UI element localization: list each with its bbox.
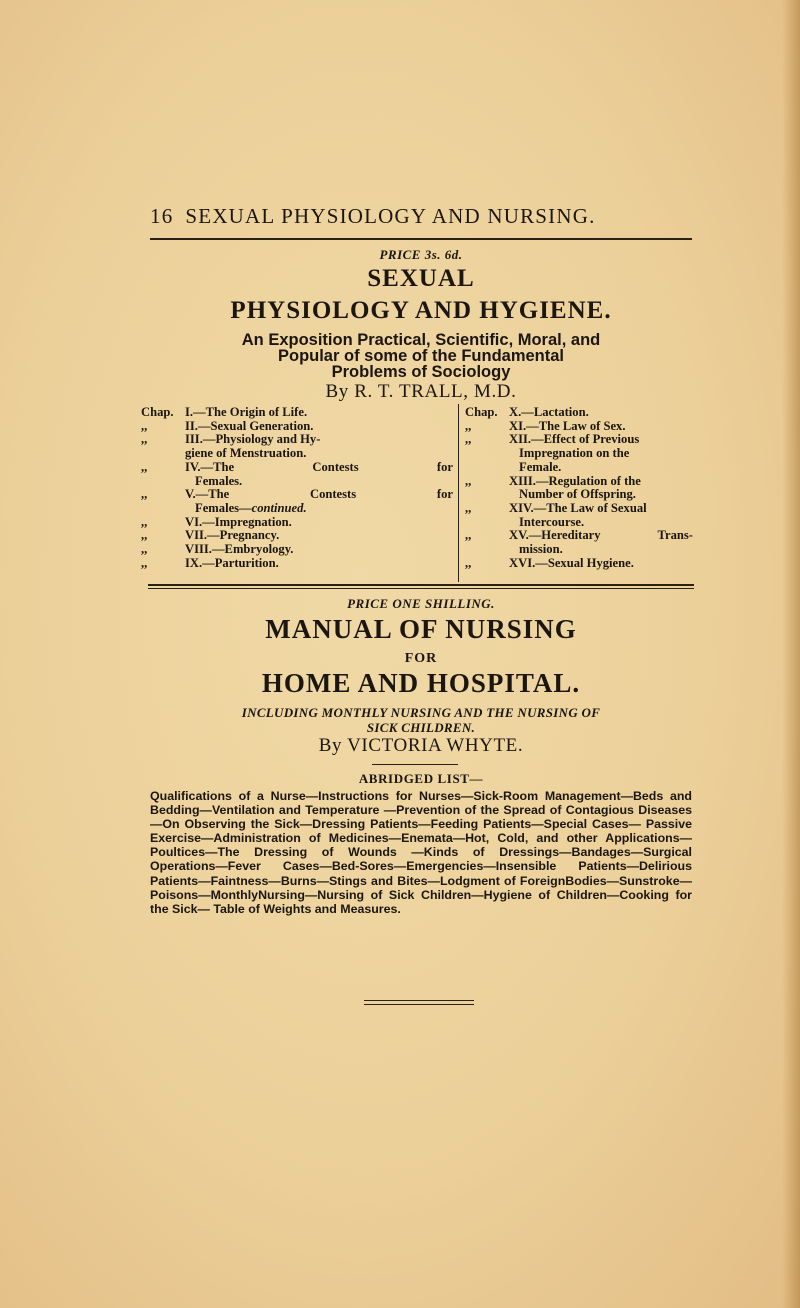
chapter-entry: ,, XI.—The Law of Sex. — [465, 418, 626, 433]
chapter-entry: ,, II.—Sexual Generation. — [141, 418, 314, 433]
book2-including-line1: INCLUDING MONTHLY NURSING AND THE NURSING OF — [241, 705, 601, 720]
book1-title-line2: PHYSIOLOGY AND HYGIENE. — [230, 297, 612, 324]
chapter-entry: ,, XVI.—Sexual Hygiene. — [465, 555, 634, 570]
section-rule — [148, 584, 694, 586]
chapter-entry-continued: giene of Menstruation. — [185, 446, 307, 461]
abridged-heading: ABRIDGED LIST— — [358, 771, 484, 786]
chapter-entry-continued: Intercourse. — [519, 514, 585, 529]
book2-title-line2: HOME AND HOSPITAL. — [261, 668, 581, 698]
abridged-list-text: Qualifications of a Nurse—Instructions for Nurses—Sick-Room Management—Beds and Bedding—Ventilation and Temperature —Prevention of the Spread of Contagious Diseases—On Observing the Sick—Dressing Patients—Feeding Patients—Special Cases— Passive Exercise—Administration of Medicines—Enemata—Hot, Cold, and other Applications—Poultices—The Dressing of Wounds —Kinds of Dressings—Bandages—Surgical Operations—Fever Cases—Bed-Sores—Emergencies—Insensible Patients—Delirious Patients—Faintness—Burns—Stings and Bites—Lodgment of ForeignBodies—Sunstroke—Poisons—MonthlyNursing—Nursing of Sick Children—Hygiene of Children—Cooking for the Sick— Table of Weights and Measures. — [150, 789, 692, 916]
end-rule-second — [364, 1004, 474, 1005]
running-head-title: SEXUAL PHYSIOLOGY AND NURSING. — [185, 204, 596, 228]
page-number: 16 — [150, 204, 174, 228]
chapter-entry: ,, V.—The Contests for — [141, 487, 453, 502]
end-rule — [364, 1000, 474, 1001]
book2-title-line1: MANUAL OF NURSING — [265, 614, 577, 644]
running-head-rule — [150, 238, 692, 240]
chapter-entry: ,, XIII.—Regulation of the — [465, 473, 641, 488]
chapter-entry: ,, XIV.—The Law of Sexual — [465, 500, 647, 515]
chapter-entry: Chap. I.—The Origin of Life. — [141, 405, 308, 419]
chapter-entry: ,, IX.—Parturition. — [141, 555, 279, 570]
book1-price: PRICE 3s. 6d. — [379, 247, 463, 262]
running-head — [150, 204, 690, 229]
chapter-entry-continued: Females—continued. — [195, 500, 307, 515]
chapter-entry: ,, VII.—Pregnancy. — [141, 528, 280, 543]
book2-including-line2: SICK CHILDREN. — [366, 720, 476, 735]
chapter-entry-continued: Impregnation on the — [519, 446, 630, 461]
book1-author: By R. T. TRALL, M.D. — [325, 381, 517, 402]
chapter-entry: ,, IV.—The Contests for — [141, 459, 453, 474]
book1-subtitle-line3: Problems of Sociology — [331, 363, 511, 381]
chapter-entry: ,, VIII.—Embryology. — [141, 542, 294, 557]
book1-title-line1: SEXUAL — [367, 265, 475, 292]
chapter-entry: ,, III.—Physiology and Hy- — [141, 432, 321, 447]
book2-price: PRICE ONE SHILLING. — [347, 596, 495, 611]
book1-chapters-left — [141, 406, 453, 570]
chapter-entry-continued: Females. — [195, 473, 243, 488]
book1-subtitle-line2: Popular of some of the Fundamental — [277, 347, 565, 365]
chapter-column-divider — [458, 404, 459, 582]
chapter-entry: ,, XV.—Hereditary Trans- — [465, 528, 693, 543]
chapter-entry: ,, VI.—Impregnation. — [141, 514, 292, 529]
book1-chapters-right — [465, 406, 693, 570]
chapter-entry: ,, XII.—Effect of Previous — [465, 432, 640, 447]
section-rule-thin — [148, 588, 694, 589]
page-edge-shadow — [782, 0, 800, 1308]
chapter-entry-continued: mission. — [519, 542, 563, 557]
chapter-entry-continued: Number of Offspring. — [519, 487, 636, 502]
book2-author: By VICTORIA WHYTE. — [318, 735, 524, 756]
book1-subtitle-line1: An Exposition Practical, Scientific, Moral, and — [241, 331, 601, 349]
chapter-entry-continued: Female. — [519, 459, 562, 474]
book2-for: FOR — [404, 651, 438, 666]
chapter-entry: Chap. X.—Lactation. — [465, 405, 589, 419]
abridged-rule — [372, 764, 458, 765]
